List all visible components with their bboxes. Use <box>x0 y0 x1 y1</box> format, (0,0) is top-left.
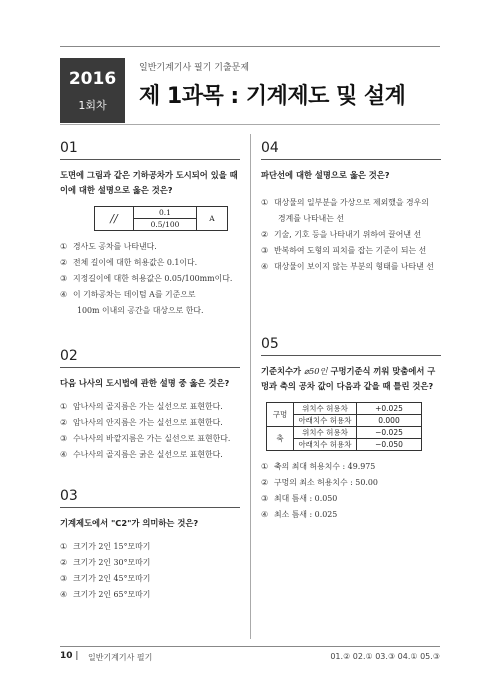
book-title: 일반기계기사 필기 <box>88 653 153 662</box>
shaft-lower-value: −0.050 <box>357 439 422 451</box>
geometric-tolerance-frame <box>94 206 228 231</box>
question-01 <box>60 140 240 319</box>
choice-3[interactable]: ③ 지정길이에 대한 허용값은 0.05/100mm이다. <box>60 274 233 283</box>
choice-1-continued: 경계를 나타내는 선 <box>278 214 344 223</box>
choice-1[interactable]: ① 축의 최대 허용치수 : 49.975 <box>261 462 376 471</box>
fit-tolerance-table <box>266 402 422 451</box>
top-rule <box>60 46 440 47</box>
question-number: 04 <box>261 140 441 160</box>
question-number: 01 <box>60 140 240 160</box>
subject-header <box>139 60 439 110</box>
choice-1[interactable]: ① 크기가 2인 15°모따기 <box>60 542 151 551</box>
choice-4[interactable]: ④ 이 기하공차는 데이텀 A를 기준으로 <box>60 290 196 299</box>
question-text: 도면에 그림과 같은 기하공차가 도시되어 있을 때 이에 대한 설명으로 옳은 것은? <box>60 170 238 195</box>
parallelism-symbol: // <box>95 207 134 231</box>
choice-2[interactable]: ② 전체 길이에 대한 허용값은 0.1이다. <box>60 258 198 267</box>
shaft-label: 축 <box>267 427 294 451</box>
datum-reference: A <box>197 207 228 231</box>
question-03 <box>60 488 240 603</box>
choice-1[interactable]: ① 대상물의 일부분을 가상으로 제외했을 경우의 <box>261 198 429 207</box>
choice-4[interactable]: ④ 수나사의 골지름은 굵은 실선으로 표현한다. <box>60 450 223 459</box>
hole-lower-value: 0.000 <box>357 415 422 427</box>
lower-deviation-label: 아래치수 허용차 <box>294 439 357 451</box>
diameter-symbol: ⌀50인 <box>303 366 328 376</box>
answer-choices <box>60 239 240 319</box>
page-number: 10 | <box>60 651 79 661</box>
choice-1[interactable]: ① 암나사의 골지름은 가는 실선으로 표현한다. <box>60 402 223 411</box>
question-05 <box>261 336 441 523</box>
shaft-upper-value: −0.025 <box>357 427 422 439</box>
answer-choices <box>60 399 240 463</box>
question-02 <box>60 348 240 463</box>
choice-4[interactable]: ④ 최소 틈새 : 0.025 <box>261 510 338 519</box>
question-04 <box>261 140 441 275</box>
choice-1[interactable]: ① 경사도 공차를 나타낸다. <box>60 242 157 251</box>
exam-round: 1회차 <box>78 99 107 112</box>
hole-upper-value: +0.025 <box>357 403 422 415</box>
tolerance-value-total: 0.1 <box>134 207 197 219</box>
answer-choices <box>261 195 441 275</box>
question-number: 02 <box>60 348 240 368</box>
footer-separator: | <box>75 651 79 661</box>
choice-3[interactable]: ③ 최대 틈새 : 0.050 <box>261 494 338 503</box>
header-separator <box>60 124 440 125</box>
question-text: 다음 나사의 도시법에 관한 설명 중 옳은 것은? <box>60 378 230 388</box>
choice-4-continued: 100m 이내의 공간을 대상으로 한다. <box>77 306 204 315</box>
answer-key: 01.② 02.① 03.③ 04.① 05.③ <box>330 652 440 661</box>
page-title: 제 1과목 : 기계제도 및 설계 <box>139 84 406 109</box>
question-text: 파단선에 대한 설명으로 옳은 것은? <box>261 170 390 180</box>
lower-deviation-label: 아래치수 허용차 <box>294 415 357 427</box>
choice-2[interactable]: ② 구멍의 최소 허용치수 : 50.00 <box>261 478 378 487</box>
question-number: 05 <box>261 336 441 356</box>
choice-3[interactable]: ③ 크기가 2인 45°모따기 <box>60 574 151 583</box>
upper-deviation-label: 위치수 허용차 <box>294 427 357 439</box>
question-number: 03 <box>60 488 240 508</box>
answer-choices <box>60 539 240 603</box>
choice-4[interactable]: ④ 크기가 2인 65°모따기 <box>60 590 151 599</box>
choice-3[interactable]: ③ 수나사의 바깥지름은 가는 실선으로 표현한다. <box>60 434 231 443</box>
exam-year: 2016 <box>68 69 117 89</box>
choice-4[interactable]: ④ 대상물이 보이지 않는 부분의 형태를 나타낸 선 <box>261 262 434 271</box>
answer-choices <box>261 459 441 523</box>
footer-rule <box>60 646 440 647</box>
choice-2[interactable]: ② 기술, 기호 등을 나타내기 위하여 끌어낸 선 <box>261 230 422 239</box>
choice-2[interactable]: ② 크기가 2인 30°모따기 <box>60 558 151 567</box>
upper-deviation-label: 위치수 허용차 <box>294 403 357 415</box>
header-subtitle: 일반기계기사 필기 기출문제 <box>139 63 250 73</box>
tolerance-value-per-length: 0.5/100 <box>134 219 197 231</box>
question-text: 기준치수가 ⌀50인 구멍기준식 끼워 맞춤에서 구멍과 축의 공차 값이 다음과 같을 때 틀린 것은? <box>261 366 436 391</box>
year-badge <box>60 58 125 123</box>
column-divider <box>250 134 251 639</box>
hole-label: 구멍 <box>267 403 294 427</box>
question-text: 기계제도에서 "C2"가 의미하는 것은? <box>60 518 199 528</box>
choice-3[interactable]: ③ 반복하여 도형의 피치를 잡는 기준이 되는 선 <box>261 246 427 255</box>
choice-2[interactable]: ② 암나사의 안지름은 가는 실선으로 표현한다. <box>60 418 223 427</box>
